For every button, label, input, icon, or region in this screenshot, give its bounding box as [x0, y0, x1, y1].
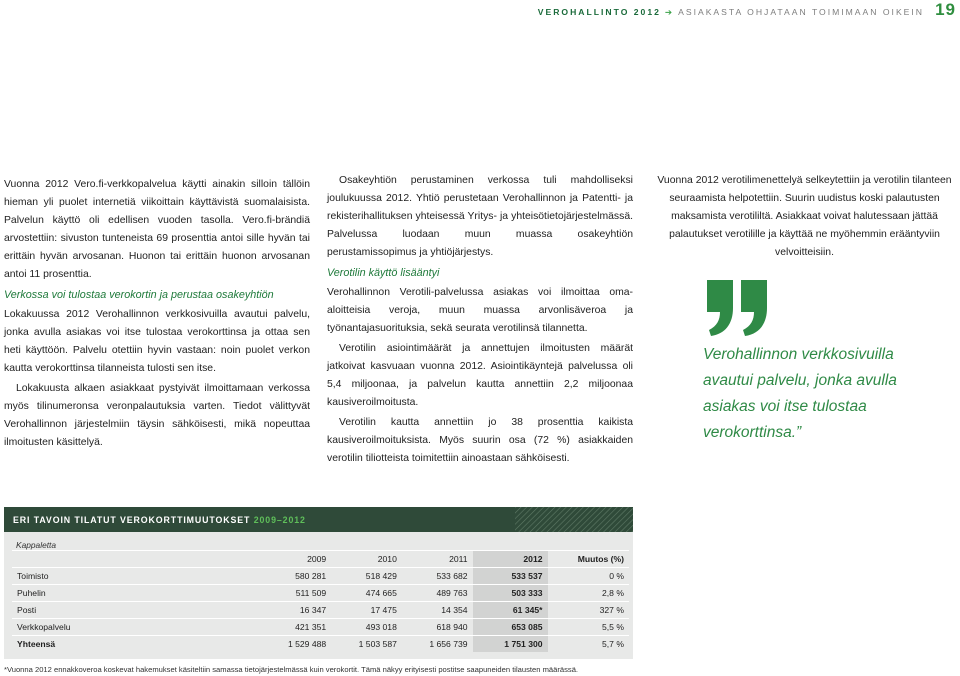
running-header	[538, 7, 924, 18]
column-header: Muutos (%)	[548, 551, 629, 568]
cell: 327 %	[548, 602, 629, 619]
column-header: 2011	[402, 551, 473, 568]
cell: 503 333	[473, 585, 548, 602]
cell: 61 345*	[473, 602, 548, 619]
column-header: 2009	[261, 551, 332, 568]
cell: 518 429	[331, 568, 402, 585]
cell: 580 281	[261, 568, 332, 585]
subheading: Verkossa voi tulostaa verokortin ja perustaa osakeyhtiön	[4, 289, 274, 301]
table-row	[12, 619, 629, 636]
table-title-bar	[4, 507, 633, 532]
row-label: Yhteensä	[12, 636, 261, 653]
paragraph: Vuonna 2012 Vero.fi-verkkopalvelua käytti ainakin silloin tällöin hieman yli puolet internetiä viikoittain käyttävistä suomalaisista. Palvelun käyttö oli edellisen vuoden tasolla. Vero.fi-brändiä arvostettiin: sivuston tunteneista 69 prosenttia antoi sille hyvän tai erittäin hyvän arvosanan. Huonon tai erittäin huonon arvosanan antoi 11 prosenttia.	[4, 179, 310, 280]
row-label: Puhelin	[12, 585, 261, 602]
cell: 493 018	[331, 619, 402, 636]
paragraph: Vuonna 2012 verotilimenettelyä selkeytettiin ja verotilin tilanteen seuraamista helpotettiin. Suurin uudistus koski palautusten maksamista verotililtä. Asiakkaat voivat halutessaan jättää palautukset verotilille ja käyttää ne myöhemmin erääntyviin velvoitteisiin.	[657, 175, 952, 258]
cell: 16 347	[261, 602, 332, 619]
cell: 618 940	[402, 619, 473, 636]
cell: 1 751 300	[473, 636, 548, 653]
table-row	[12, 585, 629, 602]
table-total-row	[12, 636, 629, 653]
cell: 533 682	[402, 568, 473, 585]
table-unit-label: Kappaletta	[16, 540, 57, 550]
cell: 5,7 %	[548, 636, 629, 653]
table-row	[12, 602, 629, 619]
paragraph: Verotilin asiointimäärät ja annettujen ilmoitusten määrät jatkoivat kasvuaan vuonna 2012. Asiointikäyntejä palvelussa oli 5,4 miljoonaa, ja palvelun kautta annettiin 2,2 miljoonaa kausiveroilmoitusta.	[327, 343, 633, 408]
cell: 653 085	[473, 619, 548, 636]
paragraph: Verotilin kautta annettiin jo 38 prosenttia kaikista kausiveroilmoituksista. Myös suurin osa (72 %) asiakkaiden verotilin tiliotteista toimitettiin ainoastaan sähköisesti.	[327, 417, 633, 464]
table-title-years: 2009–2012	[253, 515, 306, 525]
table-title: ERI TAVOIN TILATUT VEROKORTTIMUUTOKSET 2009–2012	[13, 515, 306, 525]
cell: 14 354	[402, 602, 473, 619]
paragraph: Verohallinnon Verotili-palvelussa asiakas voi ilmoittaa oma-aloitteisia veroja, muun muassa arvonlisäveroa ja työnantajasuorituksia, sekä seurata verotilinsä tilannetta.	[327, 287, 633, 334]
arrow-right-icon: ➔	[664, 7, 675, 17]
column-header: 2010	[331, 551, 402, 568]
row-label: Posti	[12, 602, 261, 619]
table-footnote: *Vuonna 2012 ennakkoveroa koskevat hakemukset käsiteltiin samassa tietojärjestelmässä kuin verokortit. Tämä näkyy erityisesti postitse saapuneiden tilausten määrässä.	[4, 665, 579, 674]
table-row	[12, 568, 629, 585]
column-header: 2012	[473, 551, 548, 568]
paragraph: Lokakuussa 2012 Verohallinnon verkkosivuilla avautui palvelu, jonka avulla asiakas voi itse tulostaa verokorttinsa ja ottaa sen heti käyttöön. Palvelu otettiin hyvin vastaan: noin puolet verkon kautta verokorttinsa tilanneista tulosti sen itse.	[4, 309, 310, 374]
cell: 474 665	[331, 585, 402, 602]
statistics-table	[4, 507, 633, 659]
cell: 421 351	[261, 619, 332, 636]
row-label: Verkkopalvelu	[12, 619, 261, 636]
cell: 2,8 %	[548, 585, 629, 602]
cell: 0 %	[548, 568, 629, 585]
cell: 489 763	[402, 585, 473, 602]
hatch-decoration	[515, 507, 633, 532]
publication-title: VEROHALLINTO 2012	[537, 7, 661, 17]
page-number: 19	[935, 0, 956, 19]
data-table	[12, 550, 629, 652]
quote-marks-icon	[703, 278, 773, 338]
cell: 1 529 488	[261, 636, 332, 653]
text-column-2	[327, 172, 633, 470]
cell: 17 475	[331, 602, 402, 619]
cell: 1 656 739	[402, 636, 473, 653]
cell: 511 509	[261, 585, 332, 602]
cell: 5,5 %	[548, 619, 629, 636]
paragraph: Lokakuusta alkaen asiakkaat pystyivät ilmoittamaan verkossa myös tilinumeronsa veronpalautuksia varten. Tiedot välittyvät Verohallinnon järjestelmiin täysin sähköisesti, mikä nopeuttaa ilmoitusten käsittelyä.	[4, 383, 310, 448]
cell: 1 503 587	[331, 636, 402, 653]
paragraph: Osakeyhtiön perustaminen verkossa tuli mahdolliseksi joulukuussa 2012. Yhtiö perustetaan Verohallinnon ja Patentti- ja rekisterihallituksen yhteisessä Yritys- ja yhteisötietojärjestelmässä. Palvelussa luodaan muun muassa osakeyhtiön perustamissopimus ja yhtiöjärjestys.	[327, 175, 633, 258]
row-label: Toimisto	[12, 568, 261, 585]
section-title: ASIAKASTA OHJATAAN TOIMIMAAN OIKEIN	[678, 7, 924, 17]
text-column-3	[652, 172, 957, 264]
pull-quote: Verohallinnon verkkosivuilla avautui palvelu, jonka avulla asiakas voi itse tulostaa verokorttinsa.”	[703, 346, 897, 441]
text-column-1	[4, 176, 310, 454]
cell: 533 537	[473, 568, 548, 585]
table-header-row	[12, 551, 629, 568]
subheading: Verotilin käyttö lisääntyi	[327, 267, 440, 279]
